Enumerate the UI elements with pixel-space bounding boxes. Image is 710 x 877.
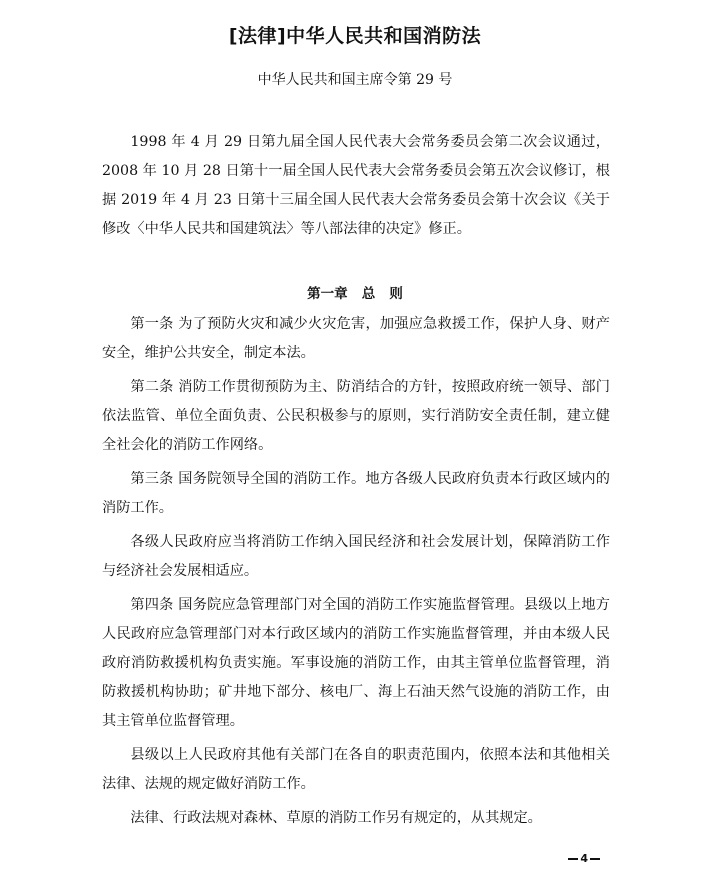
article-paragraph: 县级以上人民政府其他有关部门在各自的职责范围内，依照本法和其他相关法律、法规的规定做好消防工作。 — [102, 747, 610, 792]
document-title: [法律]中华人民共和国消防法 — [228, 25, 482, 47]
preamble-section — [102, 128, 610, 244]
page-number-value: 4 — [580, 852, 588, 865]
articles-section — [102, 310, 610, 838]
article-paragraph: 法律、行政法规对森林、草原的消防工作另有规定的，从其规定。 — [130, 810, 542, 826]
article-paragraph: 第三条 国务院领导全国的消防工作。地方各级人民政府负责本行政区域内的消防工作。 — [102, 471, 610, 516]
page-number — [566, 852, 602, 866]
article-paragraph: 第二条 消防工作贯彻预防为主、防消结合的方针，按照政府统一领导、部门依法监管、单位全面负责、公民积极参与的原则，实行消防安全责任制，建立健全社会化的消防工作网络。 — [102, 379, 610, 453]
page-number-dash-right — [590, 858, 600, 860]
chapter-heading: 第一章 总 则 — [307, 286, 403, 302]
preamble-paragraph: 1998 年 4 月 29 日第九届全国人民代表大会常务委员会第二次会议通过，2008 年 10 月 28 日第十一届全国人民代表大会常务委员会第五次会议修订，根据 2019 年 4 月 23 日第十三届全国人民代表大会常务委员会第十次会议《关于修改〈中华人民共和国建筑法〉等八部法律的决定》修正。 — [102, 134, 610, 237]
article-paragraph: 第一条 为了预防火灾和减少火灾危害，加强应急救援工作，保护人身、财产安全，维护公共安全，制定本法。 — [102, 316, 610, 361]
page-number-dash-left — [568, 858, 578, 860]
article-paragraph: 各级人民政府应当将消防工作纳入国民经济和社会发展计划，保障消防工作与经济社会发展相适应。 — [102, 534, 610, 579]
article-paragraph: 第四条 国务院应急管理部门对全国的消防工作实施监督管理。县级以上地方人民政府应急管理部门对本行政区域内的消防工作实施监督管理，并由本级人民政府消防救援机构负责实施。军事设施的消防工作，由其主管单位监督管理，消防救援机构协助；矿井地下部分、核电厂、海上石油天然气设施的消防工作，由其主管单位监督管理。 — [102, 597, 610, 729]
presidential-order-line: 中华人民共和国主席令第 29 号 — [257, 72, 453, 88]
